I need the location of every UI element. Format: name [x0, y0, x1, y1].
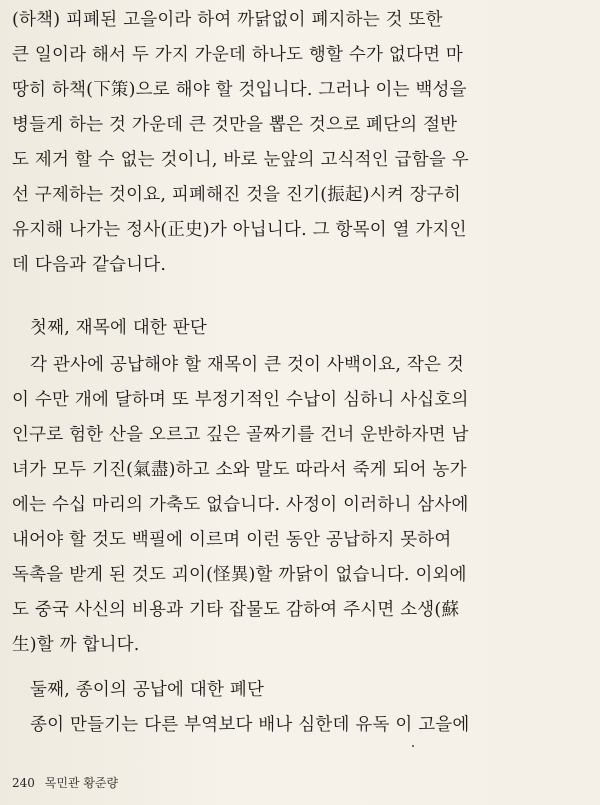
paragraph-line: 生)할 까 합니다.	[12, 635, 140, 655]
section-heading: 둘째, 종이의 공납에 대한 폐단	[30, 680, 265, 700]
paragraph-line: 이 수만 개에 달하며 또 부정기적인 수납이 심하니 사십호의	[12, 390, 469, 410]
paragraph-line: 내어야 할 것도 백필에 이르며 이런 동안 공납하지 못하여	[12, 530, 452, 550]
page-footer	[12, 774, 118, 791]
paragraph-line: (하책) 피폐된 고을이라 하여 까닭없이 폐지하는 것 또한	[12, 10, 443, 30]
paragraph-line: 독촉을 받게 된 것도 괴이(怪異)할 까닭이 없습니다. 이외에	[12, 565, 467, 585]
paragraph-line: 에는 수십 마리의 가축도 없습니다. 사정이 이러하니 삼사에	[12, 495, 469, 515]
paragraph-line: 데 다음과 같습니다.	[12, 255, 167, 275]
print-speck	[412, 745, 414, 747]
paragraph-line: 각 관사에 공납해야 할 재목이 큰 것이 사백이요, 작은 것	[30, 355, 464, 375]
paragraph-line: 도 중국 사신의 비용과 기타 잡물도 감하여 주시면 소생(蘇	[12, 600, 460, 620]
book-title: 목민관 황준량	[44, 776, 119, 790]
section-heading: 첫째, 재목에 대한 판단	[30, 318, 207, 338]
paragraph-line: 유지해 나가는 정사(正史)가 아닙니다. 그 항목이 열 가지인	[12, 220, 467, 240]
paragraph-line: 녀가 모두 기진(氣盡)하고 소와 말도 따라서 죽게 되어 농가	[12, 460, 467, 480]
paragraph-line: 종이 만들기는 다른 부역보다 배나 심한데 유독 이 고을에	[30, 715, 470, 735]
paragraph-line: 선 구제하는 것이요, 피폐해진 것을 진기(振起)시켜 장구히	[12, 185, 461, 205]
paragraph-line: 인구로 험한 산을 오르고 깊은 골짜기를 건너 운반하자면 남	[12, 425, 469, 445]
paragraph-line: 땅히 하책(下策)으로 해야 할 것입니다. 그러나 이는 백성을	[12, 80, 467, 100]
paragraph-line: 큰 일이라 해서 두 가지 가운데 하나도 행할 수가 없다면 마	[12, 45, 464, 65]
page-number: 240	[12, 776, 35, 790]
paragraph-line: 병들게 하는 것 가운데 큰 것만을 뽑은 것으로 폐단의 절반	[12, 115, 458, 135]
paragraph-line: 도 제거 할 수 없는 것이니, 바로 눈앞의 고식적인 급함을 우	[12, 150, 469, 170]
